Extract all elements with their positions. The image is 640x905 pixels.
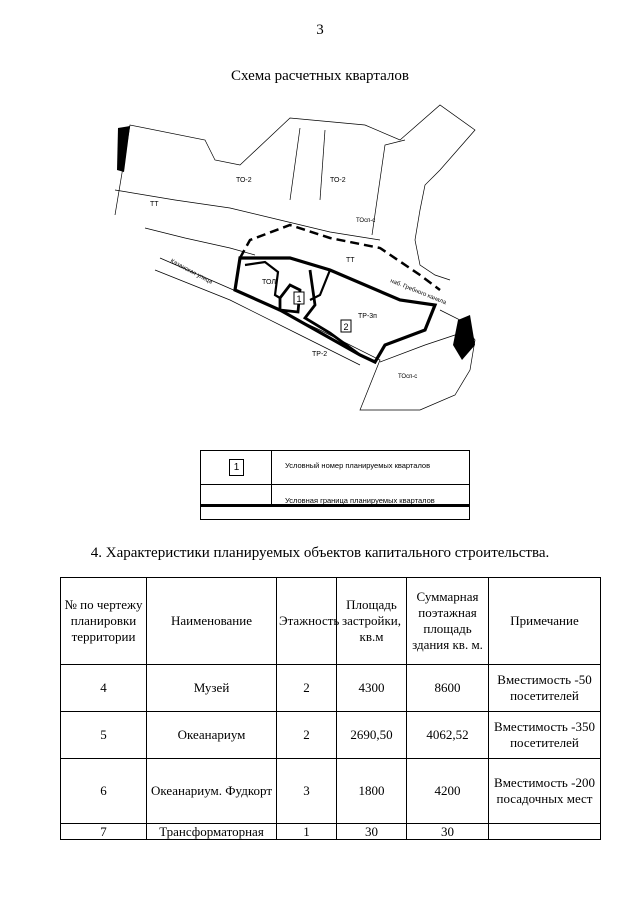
- cell-name: Трансформаторная: [147, 824, 277, 840]
- map-quarter-boundary-2: [305, 270, 360, 355]
- cell-name: Музей: [147, 665, 277, 712]
- map-line-upper: [115, 105, 475, 280]
- zone-label-tr3p: ТР-3п: [358, 313, 377, 320]
- quarter-2-number: 2: [343, 322, 349, 332]
- map-line-road-upper: [115, 190, 380, 240]
- cell-building-area: 4300: [337, 665, 407, 712]
- legend-divider: [201, 484, 469, 485]
- zone-label-to2-a: ТО-2: [236, 177, 252, 184]
- table-row: [61, 759, 601, 824]
- cell-floors: 2: [277, 665, 337, 712]
- header-building-area: Площадь застройки, кв.м: [337, 578, 407, 665]
- cell-note: [489, 824, 601, 840]
- map-line-divider-1: [290, 128, 300, 200]
- header-note: Примечание: [489, 578, 601, 665]
- planning-map: [0, 95, 640, 425]
- zone-label-tol: ТОЛ: [262, 279, 276, 286]
- legend-number-box: 1: [229, 459, 244, 476]
- cell-floors: 2: [277, 712, 337, 759]
- page-number: 3: [316, 22, 324, 38]
- table-row: [61, 712, 601, 759]
- cell-name: Океанариум. Фудкорт: [147, 759, 277, 824]
- map-title: Схема расчетных кварталов: [231, 68, 409, 84]
- map-line-divider-2: [320, 130, 325, 200]
- cell-number: 4: [61, 665, 147, 712]
- legend-item-quarter-boundary: Условная граница планируемых кварталов: [285, 496, 435, 505]
- header-floors: Этажность: [277, 578, 337, 665]
- street-label-canal: наб. Гребного канала: [389, 278, 447, 307]
- cell-note: Вместимость -350 посетителей: [489, 712, 601, 759]
- zone-label-to2-b: ТО-2: [330, 177, 346, 184]
- header-name: Наименование: [147, 578, 277, 665]
- map-quarter-boundary-outer: [235, 258, 435, 362]
- map-water-right: [453, 315, 475, 360]
- cell-total-floor-area: 8600: [407, 665, 489, 712]
- street-label-kazanskaya: Казанская улица: [169, 258, 214, 286]
- map-line-lower-2: [155, 270, 360, 365]
- cell-building-area: 2690,50: [337, 712, 407, 759]
- cell-total-floor-area: 4062,52: [407, 712, 489, 759]
- cell-floors: 1: [277, 824, 337, 840]
- zone-label-tt-left: ТТ: [150, 201, 159, 208]
- map-line-road-lower: [145, 228, 255, 255]
- legend-item-quarter-number: Условный номер планируемых кварталов: [285, 461, 431, 470]
- cell-note: Вместимость -200 посадочных мест: [489, 759, 601, 824]
- header-number: № по чертежу планировки территории: [61, 578, 147, 665]
- cell-building-area: 1800: [337, 759, 407, 824]
- cell-total-floor-area: 30: [407, 824, 489, 840]
- cell-note: Вместимость -50 посетителей: [489, 665, 601, 712]
- objects-table: [60, 577, 601, 840]
- map-water-left: [117, 126, 130, 172]
- table-header-row: [61, 578, 601, 665]
- cell-number: 6: [61, 759, 147, 824]
- zone-label-tr2: ТР-2: [312, 351, 328, 358]
- table-row: [61, 824, 601, 840]
- cell-number: 5: [61, 712, 147, 759]
- section-heading: 4. Характеристики планируемых объектов капитального строительства.: [90, 545, 550, 561]
- map-line-divider-3: [372, 140, 405, 235]
- quarter-1-number: 1: [296, 294, 302, 304]
- cell-name: Океанариум: [147, 712, 277, 759]
- cell-total-floor-area: 4200: [407, 759, 489, 824]
- zone-label-tosp-top: ТОсп-с: [356, 218, 376, 224]
- cell-floors: 3: [277, 759, 337, 824]
- zone-label-tosp-bottom: ТОсп-с: [398, 374, 418, 380]
- cell-building-area: 30: [337, 824, 407, 840]
- header-total-floor-area: Суммарная поэтажная площадь здания кв. м.: [407, 578, 489, 665]
- zone-label-tt-mid: ТТ: [346, 257, 355, 264]
- table-row: [61, 665, 601, 712]
- cell-number: 7: [61, 824, 147, 840]
